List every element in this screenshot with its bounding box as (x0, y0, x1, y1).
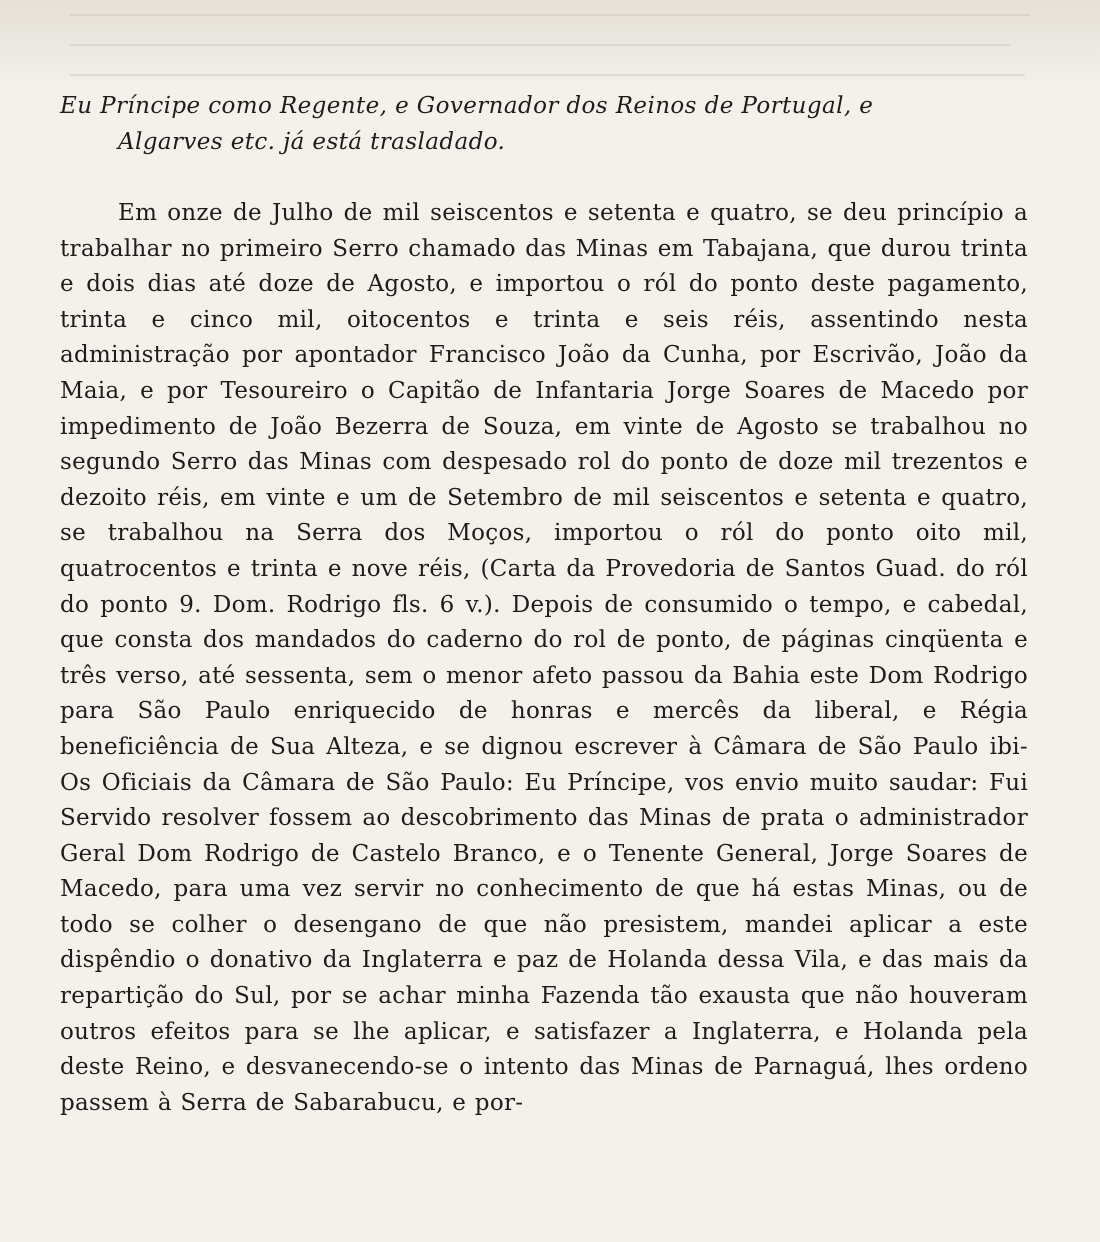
document-page (60, 88, 1028, 1121)
body-paragraph: Em onze de Julho de mil seiscentos e setenta e quatro, se deu princípio a trabalhar no primeiro Serro chamado das Minas em Tabajana, que durou trinta e dois dias até doze de Agosto, e importou o ról do ponto deste pagamento, trinta e cinco mil, oitocentos e trinta e seis réis, assentindo nesta administração por apontador Francisco João da Cunha, por Escrivão, João da Maia, e por Tesoureiro o Capitão de Infantaria Jorge Soares de Macedo por impedimento de João Bezerra de Souza, em vinte de Agosto se trabalhou no segundo Serro das Minas com despesado rol do ponto de doze mil trezentos e dezoito réis, em vinte e um de Setembro de mil seiscentos e setenta e quatro, se trabalhou na Serra dos Moços, importou o ról do ponto oito mil, quatrocentos e trinta e nove réis, (Carta da Provedoria de Santos Guad. do ról do ponto 9. Dom. Rodrigo fls. 6 v.). Depois de consumido o tempo, e cabedal, que consta dos mandados do caderno do rol de ponto, de páginas cinqüenta e três verso, até sessenta, sem o menor afeto passou da Bahia este Dom Rodrigo para São Paulo enriquecido de honras e mercês da liberal, e Régia beneficiência de Sua Alteza, e se dignou escrever à Câmara de São Paulo ibi- Os Oficiais da Câmara de São Paulo: Eu Príncipe, vos envio muito saudar: Fui Servido resolver fossem ao descobrimento das Minas de prata o administrador Geral Dom Rodrigo de Castelo Branco, e o Tenente General, Jorge Soares de Macedo, para uma vez servir no conhecimento de que há estas Minas, ou de todo se colher o desengano de que não presistem, mandei aplicar a este dispêndio o donativo da Inglaterra e paz de Holanda dessa Vila, e das mais da repartição do Sul, por se achar minha Fazenda tão exausta que não houveram outros efeitos para se lhe aplicar, e satisfazer a Inglaterra, e Holanda pela deste Reino, e desvanecendo-se o intento das Minas de Parnaguá, lhes ordeno passem à Serra de Sabarabucu, e por- (60, 200, 1028, 1116)
bleed-through-line (70, 44, 1010, 46)
bleed-through-line (70, 14, 1030, 16)
bleed-through-line (70, 74, 1025, 76)
italic-heading (60, 88, 1028, 160)
heading-line-2: Algarves etc. já está trasladado. (118, 129, 506, 155)
heading-line-1: Eu Príncipe como Regente, e Governador dos Reinos de Portugal, e (60, 93, 874, 119)
